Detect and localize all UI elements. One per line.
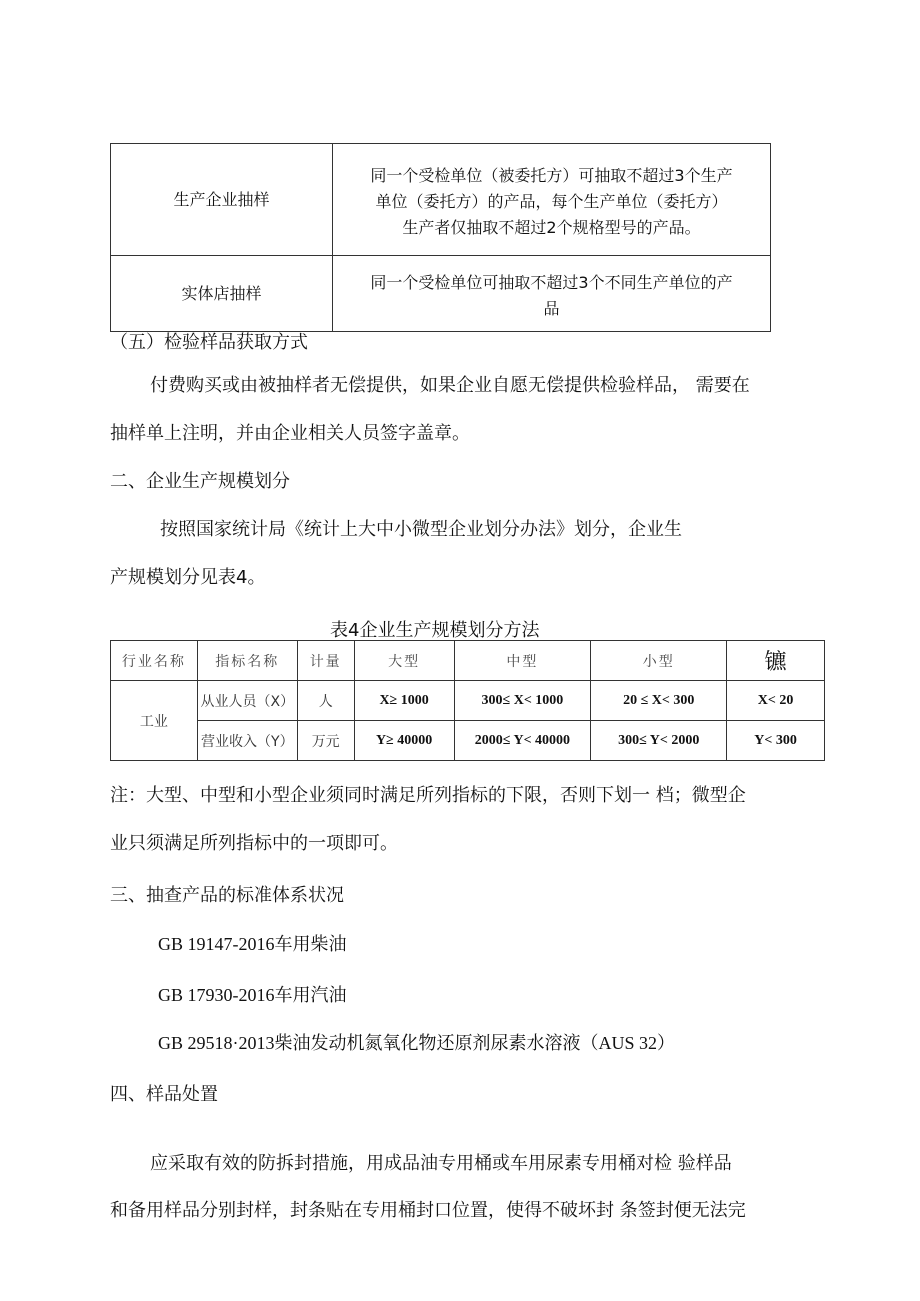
paragraph-line: 和备用样品分别封样，封条贴在专用桶封口位置，使得不破坏封 条签封便无法完 [110, 1200, 746, 1221]
note-line: 业只须满足所列指标中的一项即可。 [110, 833, 398, 854]
table-caption: 表4企业生产规模划分方法 [330, 620, 540, 641]
paragraph-line: 按照国家统计局《统计上大中小微型企业划分办法》划分，企业生 [160, 519, 682, 540]
paragraph-line: 付费购买或由被抽样者无偿提供，如果企业自愿无偿提供检验样品， 需要在 [150, 375, 750, 396]
header-unit: 计量 [297, 641, 354, 681]
standard-item: GB 19147-2016车用柴油 [158, 934, 347, 954]
rule-line: 品 [543, 298, 560, 318]
rule-line: 同一个受检单位（被委托方）可抽取不超过3个生产 [370, 165, 733, 185]
section-heading: 二、企业生产规模划分 [110, 471, 290, 492]
rule-line: 单位（委托方）的产品，每个生产单位（委托方） [375, 191, 728, 211]
sampling-table [110, 143, 771, 332]
header-micro: 镳 [727, 641, 825, 681]
indicator-cell: 营业收入（Y） [197, 721, 297, 761]
header-medium: 中型 [454, 641, 591, 681]
paragraph-line: 产规模划分见表4。 [110, 567, 266, 588]
standard-item: GB 17930-2016车用汽油 [158, 985, 347, 1005]
sampling-rule-cell [333, 256, 771, 332]
header-industry: 行业名称 [111, 641, 198, 681]
large-cell: X≥ 1000 [354, 681, 454, 721]
industry-cell: 工业 [111, 681, 198, 761]
section-heading: （五）检验样品获取方式 [110, 332, 308, 353]
small-cell: 300≤ Y< 2000 [591, 721, 727, 761]
indicator-cell: 从业人员（X） [197, 681, 297, 721]
paragraph-line: 应采取有效的防拆封措施，用成品油专用桶或车用尿素专用桶对检 验样品 [150, 1153, 732, 1174]
table-header-row [111, 641, 825, 681]
scale-table [110, 640, 825, 761]
rule-line: 生产者仅抽取不超过2个规格型号的产品。 [402, 217, 701, 237]
unit-cell: 人 [297, 681, 354, 721]
table-row [111, 256, 771, 332]
small-cell: 20 ≤ X< 300 [591, 681, 727, 721]
medium-cell: 2000≤ Y< 40000 [454, 721, 591, 761]
large-cell: Y≥ 40000 [354, 721, 454, 761]
section-heading: 四、样品处置 [110, 1084, 218, 1105]
micro-cell: Y< 300 [727, 721, 825, 761]
paragraph-line: 抽样单上注明，并由企业相关人员签字盖章。 [110, 423, 470, 444]
standard-item: GB 29518·2013柴油发动机氮氧化物还原剂尿素水溶液（AUS 32） [158, 1033, 676, 1053]
table-row [111, 144, 771, 256]
sampling-type-cell: 实体店抽样 [111, 256, 333, 332]
medium-cell: 300≤ X< 1000 [454, 681, 591, 721]
note-line: 注：大型、中型和小型企业须同时满足所列指标的下限，否则下划一 档；微型企 [110, 785, 746, 806]
sampling-rule-cell [333, 144, 771, 256]
table-row [111, 681, 825, 721]
rule-line: 同一个受检单位可抽取不超过3个不同生产单位的产 [370, 272, 733, 292]
header-small: 小型 [591, 641, 727, 681]
sampling-type-cell: 生产企业抽样 [111, 144, 333, 256]
header-indicator: 指标名称 [197, 641, 297, 681]
section-heading: 三、抽查产品的标准体系状况 [110, 885, 344, 906]
micro-cell: X< 20 [727, 681, 825, 721]
table-row [111, 721, 825, 761]
header-large: 大型 [354, 641, 454, 681]
unit-cell: 万元 [297, 721, 354, 761]
